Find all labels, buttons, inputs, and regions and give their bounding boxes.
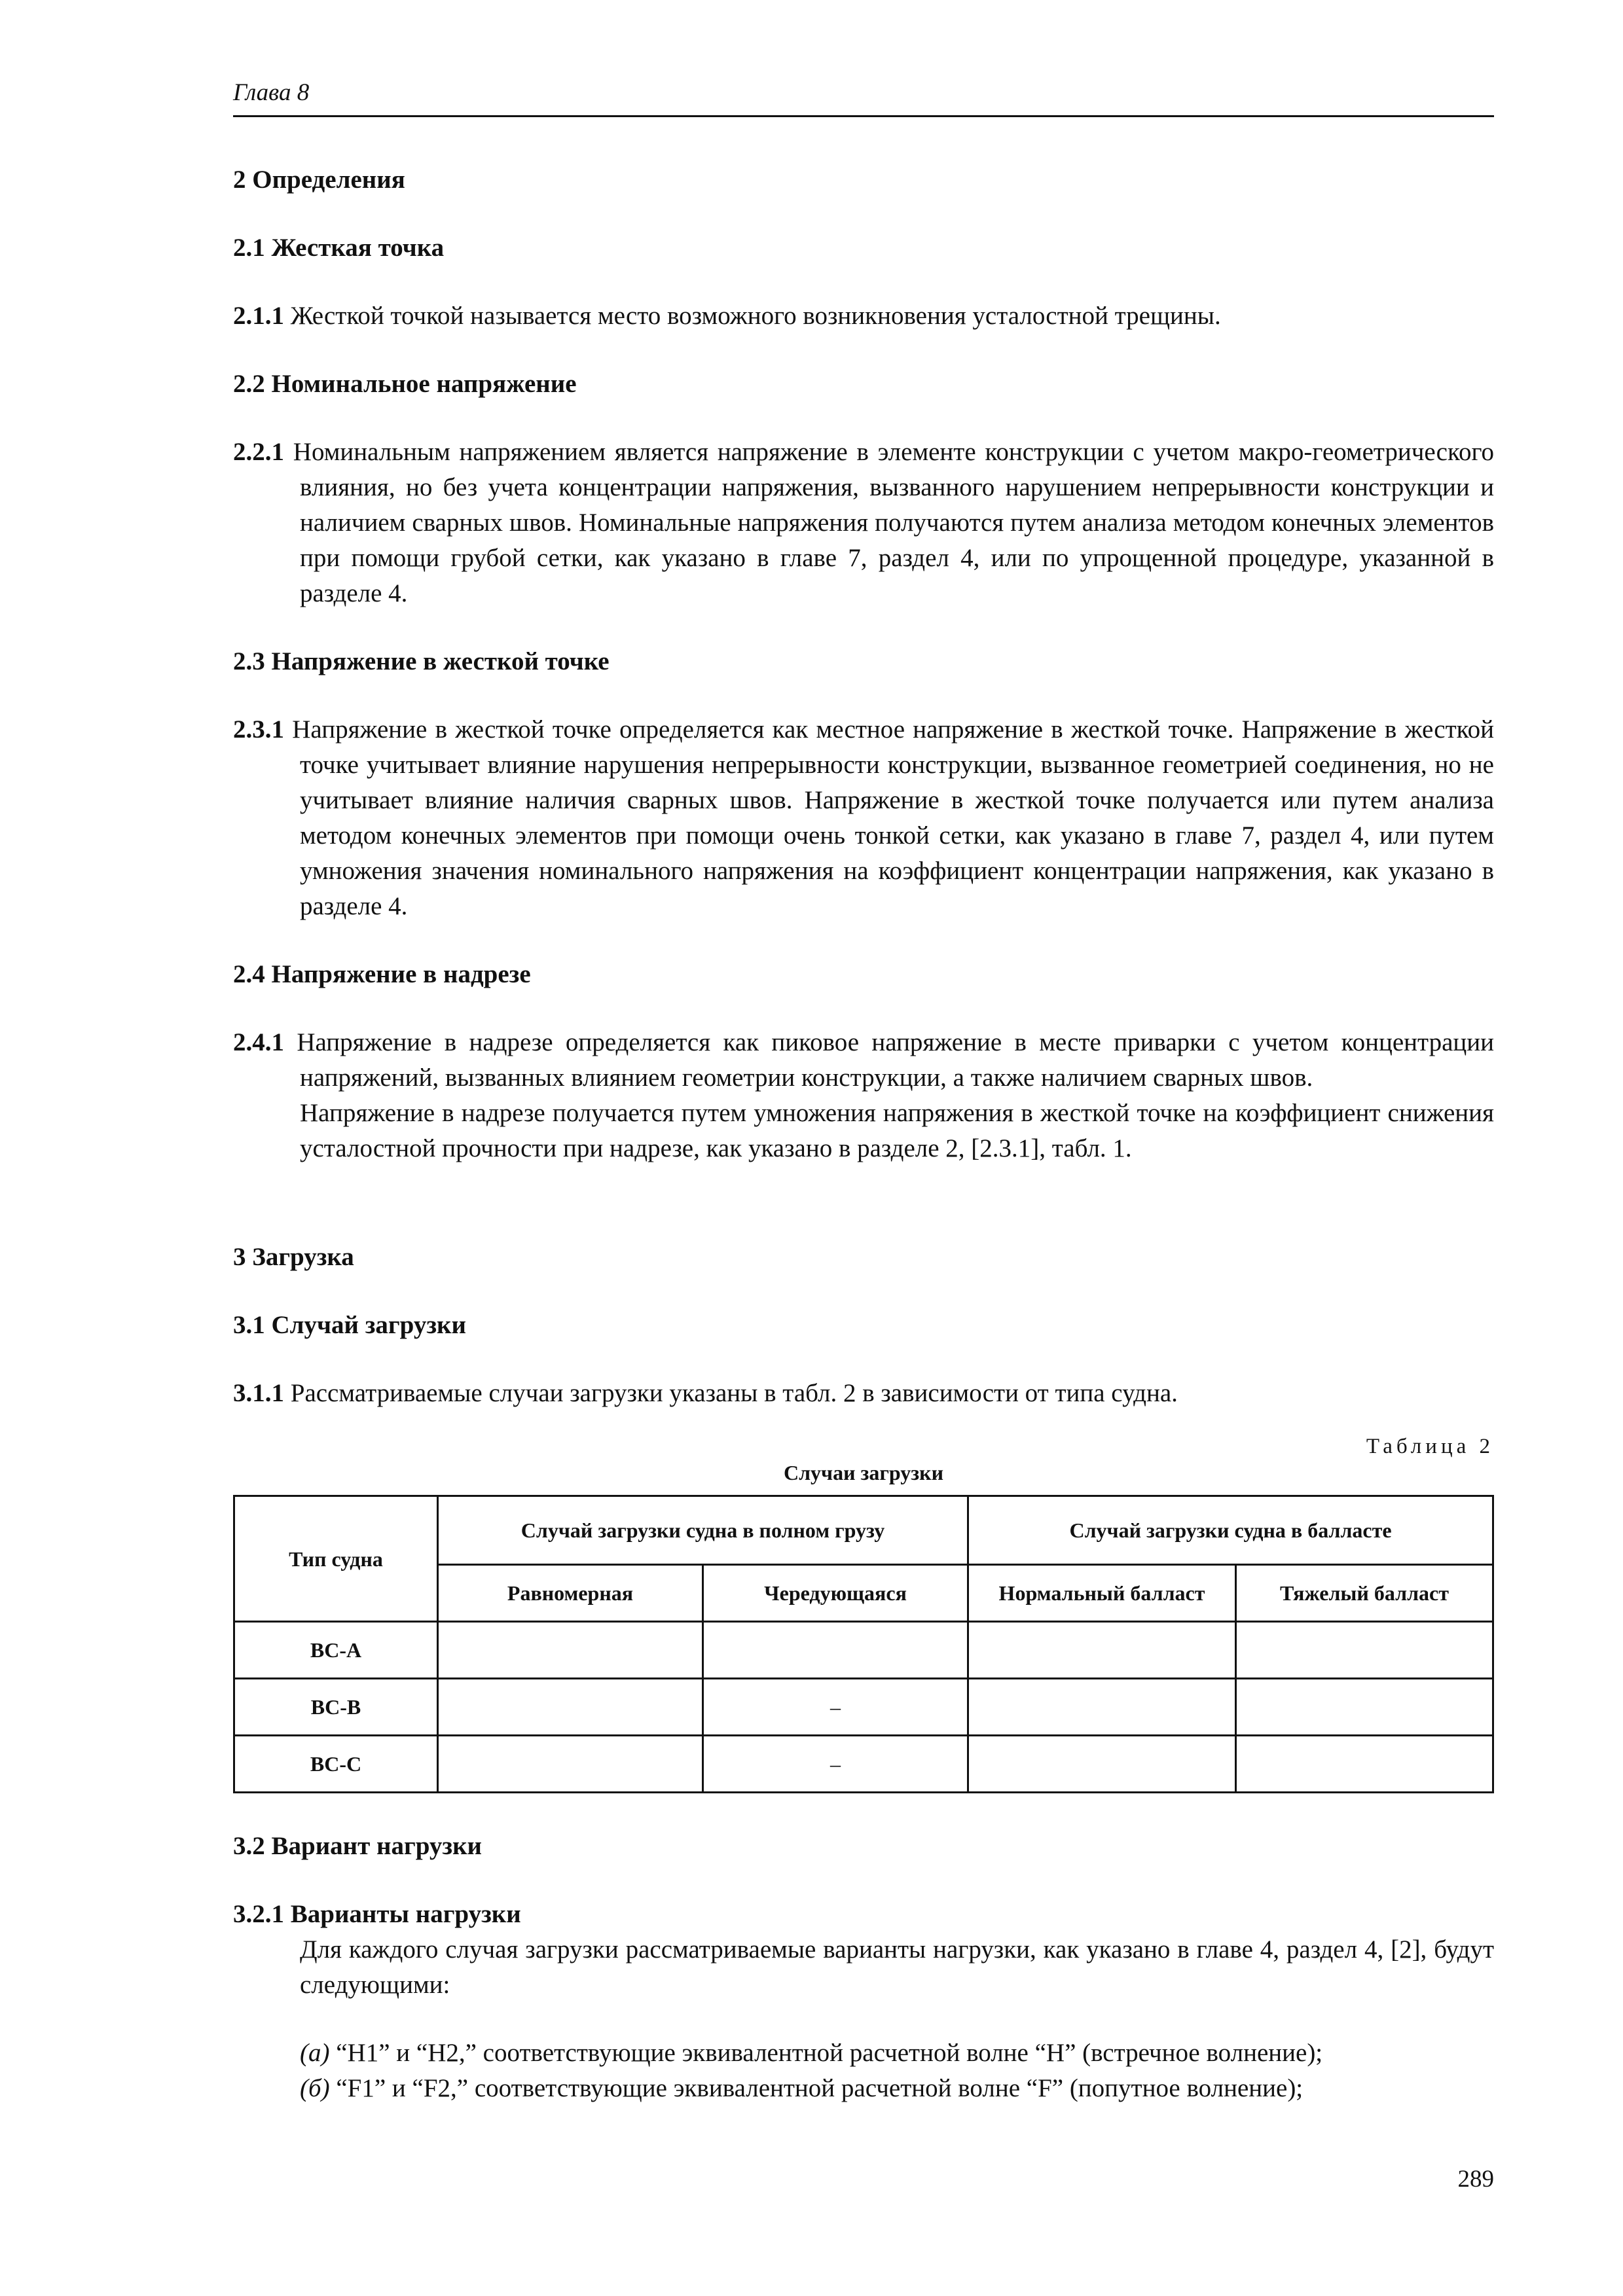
cell-uniform (438, 1622, 703, 1679)
header-ship-type: Тип судна (234, 1496, 438, 1622)
list-label: (а) (300, 2039, 330, 2067)
cell-normal-ballast (968, 1679, 1236, 1736)
header-ballast: Случай загрузки судна в балласте (968, 1496, 1493, 1565)
content-flow (233, 162, 1494, 2106)
section-3-2-1-title: 3.2.1 Варианты нагрузки (233, 1900, 521, 1928)
cell-uniform (438, 1736, 703, 1793)
clause-text: Напряжение в жесткой точке определяется как местное напряжение в жесткой точке. Напряжение в жесткой точке учитывает влияние нарушения непрерывности конструкции, вызванное геометрией соединения, но не учитывает влияние наличия сварных швов. Напряжение в жесткой точке получается или путем анализа методом конечных элементов при помощи очень тонкой сетки, как указано в главе 7, раздел 4, или путем умножения значения номинального напряжения на коэффициент концентрации напряжения, как указано в разделе 4. (284, 715, 1494, 920)
section-2-2-title: 2.2 Номинальное напряжение (233, 370, 577, 398)
header-heavy-ballast: Тяжелый балласт (1236, 1565, 1493, 1622)
list-text: “F1” и “F2,” соответствующие эквивалентной расчетной волне “F” (попутное волнение); (329, 2074, 1304, 2102)
section-3-2-title: 3.2 Вариант нагрузки (233, 1832, 483, 1860)
cell-uniform (438, 1679, 703, 1736)
page-number: 289 (1457, 2166, 1494, 2193)
row-ship-type: BC-C (234, 1736, 438, 1793)
cell-alternate: – (703, 1736, 968, 1793)
loading-cases-table (233, 1495, 1494, 1793)
table-title: Случаи загрузки (783, 1461, 944, 1484)
header-rule (233, 115, 1494, 117)
cell-heavy-ballast (1236, 1736, 1493, 1793)
list-label: (б) (300, 2074, 330, 2102)
header-alternate: Чередующаяся (703, 1565, 968, 1622)
section-2-title: 2 Определения (233, 166, 405, 194)
section-2-4-title: 2.4 Напряжение в надрезе (233, 960, 531, 988)
section-3-title: 3 Загрузка (233, 1243, 354, 1271)
header-uniform: Равномерная (438, 1565, 703, 1622)
clause-3-2-1-text: Для каждого случая загрузки рассматриваемые варианты нагрузки, как указано в главе 4, раздел 4, [2], будут следующими: (300, 1935, 1494, 1999)
clause-number: 2.2.1 (233, 438, 284, 466)
running-head-chapter: Глава 8 (233, 79, 310, 106)
clause-number: 2.3.1 (233, 715, 284, 744)
clause-2-4-1 (233, 1025, 1494, 1096)
list-item-a (233, 2036, 1494, 2071)
clause-2-1-1 (233, 298, 1494, 334)
list-text: “H1” и “H2,” соответствующие эквивалентной расчетной волне “H” (встречное волнение); (329, 2039, 1323, 2067)
section-2-3-title: 2.3 Напряжение в жесткой точке (233, 647, 610, 675)
clause-number: 2.1.1 (233, 302, 284, 330)
table-row (234, 1622, 1493, 1679)
section-3-1-title: 3.1 Случай загрузки (233, 1311, 466, 1339)
clause-3-1-1 (233, 1376, 1494, 1411)
clause-text: Напряжение в надрезе определяется как пиковое напряжение в месте приварки с учетом концентрации напряжений, вызванных влиянием геометрии конструкции, а также наличием сварных швов. (284, 1028, 1494, 1092)
cell-normal-ballast (968, 1622, 1236, 1679)
cell-normal-ballast (968, 1736, 1236, 1793)
cell-heavy-ballast (1236, 1679, 1493, 1736)
list-item-b (233, 2071, 1494, 2106)
clause-text: Жесткой точкой называется место возможного возникновения усталостной трещины. (284, 302, 1221, 330)
cell-alternate: – (703, 1679, 968, 1736)
clause-2-3-1 (233, 712, 1494, 924)
clause-text: Рассматриваемые случаи загрузки указаны в табл. 2 в зависимости от типа судна. (284, 1379, 1178, 1407)
cell-heavy-ballast (1236, 1622, 1493, 1679)
clause-text: Номинальным напряжением является напряжение в элементе конструкции с учетом макро-геометрического влияния, но без учета концентрации напряжения, вызванного нарушением непрерывности конструкции и наличием сварных швов. Номинальные напряжения получаются путем анализа методом конечных элементов при помощи грубой сетки, как указано в главе 7, раздел 4, или по упрощенной процедуре, указанной в разделе 4. (284, 438, 1494, 607)
row-ship-type: BC-B (234, 1679, 438, 1736)
section-2-1-title: 2.1 Жесткая точка (233, 234, 445, 262)
header-normal-ballast: Нормальный балласт (968, 1565, 1236, 1622)
table-row (234, 1736, 1493, 1793)
clause-number: 3.1.1 (233, 1379, 284, 1407)
row-ship-type: BC-A (234, 1622, 438, 1679)
table-caption: Таблица 2 (1366, 1435, 1494, 1458)
cell-alternate (703, 1622, 968, 1679)
header-full-load: Случай загрузки судна в полном грузу (438, 1496, 968, 1565)
clause-2-2-1 (233, 435, 1494, 611)
clause-number: 2.4.1 (233, 1028, 284, 1056)
clause-2-4-1-continuation: Напряжение в надрезе получается путем умножения напряжения в жесткой точке на коэффициент снижения усталостной прочности при надрезе, как указано в разделе 2, [2.3.1], табл. 1. (300, 1099, 1494, 1162)
table-row (234, 1679, 1493, 1736)
